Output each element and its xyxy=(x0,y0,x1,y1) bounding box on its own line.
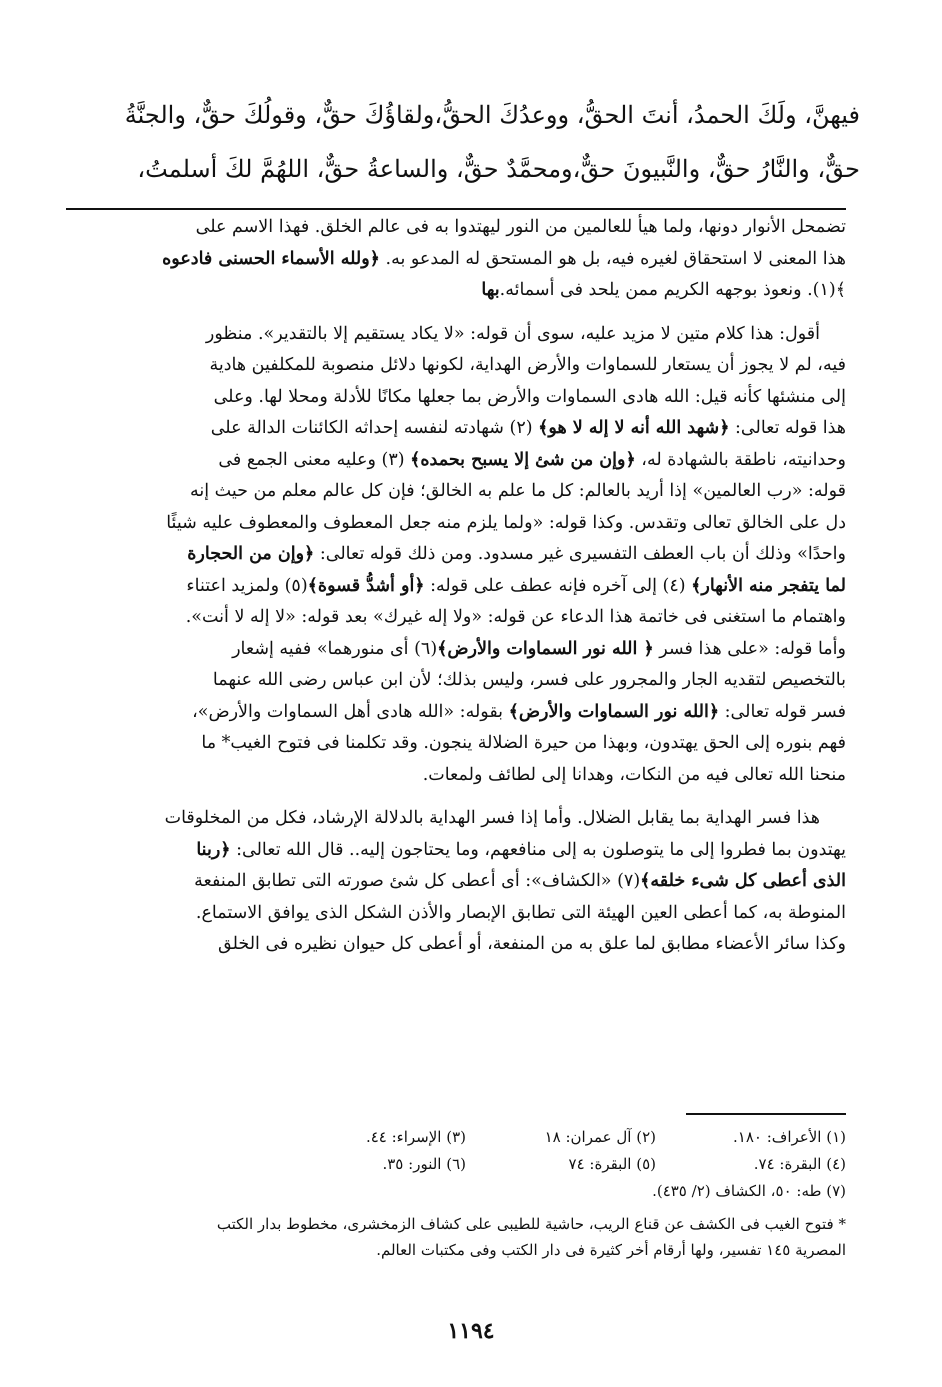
footnotes xyxy=(66,1124,846,1263)
text-line xyxy=(66,898,846,930)
page-number: ١١٩٤ xyxy=(447,1318,495,1344)
text-run: فيه، لم لا يجوز أن يستعار للسماوات والأرض الهداية، لكونها دلائل منصوبة للمكلفين هادية xyxy=(209,355,846,375)
text-line xyxy=(66,244,846,276)
text-run: يهتدون بما فطروا إلى ما يتوصلون به إلى منافعهم، وما يحتاجون إليه.. قال الله تعالى: xyxy=(230,839,846,860)
footnote-row xyxy=(66,1178,846,1205)
footnote-divider xyxy=(686,1113,846,1115)
text-run: وكذا سائر الأعضاء مطابق لما علق به من المنفعة، أو أعطى كل حيوان نظيره فى الخلق xyxy=(218,934,846,954)
text-run: بالتخصيص لتقديه الجار والمجرور على فسر، وليس بذلك؛ لأن ابن عباس رضى الله عنهما xyxy=(212,670,846,690)
text-line xyxy=(66,413,846,445)
footnote-reference: (١) الأعراف: ١٨٠. xyxy=(733,1128,846,1146)
text-line xyxy=(66,835,846,867)
footnote-reference: (٥) البقرة: ٧٤ xyxy=(568,1155,656,1173)
text-run: قوله: «رب العالمين» إذا أريد بالعالم: كل ما علم به الخالق؛ فإن كل عالم معلم من حيث إنه xyxy=(190,481,846,501)
hadith-text xyxy=(66,88,860,196)
quran-verse: ﴿ربنا xyxy=(196,839,231,860)
text-run: فهم بنوره إلى الحق يهتدون، وبهذا من حيرة الضلالة ينجون. وقد تكلمنا فى فتوح الغيب* ما xyxy=(201,733,846,753)
text-line xyxy=(66,728,846,760)
text-run: دل على الخالق تعالى وتقدس. وكذا قوله: «ولما يلزم منه جعل المعطوف والمعطوف عليه شيئًا xyxy=(166,512,846,533)
text-line xyxy=(66,602,846,634)
text-line xyxy=(66,350,846,382)
commentary-divider xyxy=(66,208,846,210)
text-run: وأما قوله: «على هذا فسر xyxy=(653,638,846,659)
text-run: فسر قوله تعالى: xyxy=(719,701,846,722)
quran-verse: الذى أعطى كل شىء خلقه﴾ xyxy=(640,871,846,891)
note-line: المصرية ١٤٥ تفسير، ولها أرقام أخر كثيرة فى دار الكتب وفى مكتبات العالم. xyxy=(376,1241,846,1259)
text-line xyxy=(66,212,846,244)
quran-verse: ﴿ الله نور السماوات والأرض﴾ xyxy=(437,638,654,659)
text-line xyxy=(66,634,846,666)
footnote-reference: (٢) آل عمران: ١٨ xyxy=(544,1128,656,1146)
paragraph xyxy=(66,319,846,792)
hadith-line: حقٌّ، والنَّارُ حقٌّ، والنَّبيونَ حقٌّ،ومحمَّدٌ حقٌّ، والساعةُ حقٌّ، اللهُمَّ لكَ أسلمتُ، xyxy=(137,155,860,183)
footnote-reference: (٦) النور: ٣٥. xyxy=(382,1155,466,1173)
text-line xyxy=(66,803,846,835)
text-run: هذا المعنى لا استحقاق لغيره فيه، بل هو المستحق له المدعو به. xyxy=(379,248,846,269)
text-run: (٦) أى منورهما» ففيه إشعار xyxy=(232,638,438,659)
paragraph xyxy=(66,803,846,961)
text-run: منحنا الله تعالى فيه من النكات، وهدانا إلى لطائف ولمعات. xyxy=(422,764,846,785)
text-run: هذا فسر الهداية بما يقابل الضلال. وأما إذا فسر الهداية بالدلالة الإرشاد، فكل من المخلوقات xyxy=(164,808,820,828)
text-line xyxy=(66,508,846,540)
text-run: وحدانيته، ناطقة بالشهادة له، xyxy=(635,449,846,470)
text-line xyxy=(66,275,846,307)
footnote-row xyxy=(66,1151,846,1178)
text-run: هذا قوله تعالى: xyxy=(729,418,846,438)
manuscript-note xyxy=(66,1211,846,1263)
text-run: بقوله: «الله هادى أهل السماوات والأرض»، xyxy=(192,701,509,722)
footnote-reference: (٧) طه: ٥٠، الكشاف (٢/ ٤٣٥). xyxy=(652,1182,846,1200)
text-line xyxy=(66,476,846,508)
paragraph xyxy=(66,212,846,307)
text-run: ﴾(١). ونعوذ بوجهه الكريم ممن يلحد فى أسمائه. xyxy=(499,280,846,300)
text-line xyxy=(66,929,846,961)
quran-verse: ﴿وإن من الحجارة xyxy=(187,544,315,564)
quran-verse: بها xyxy=(481,280,500,300)
footnote-references xyxy=(66,1124,846,1205)
text-run: تضمحل الأنوار دونها، ولما هيأ للعالمين من النور ليهتدوا به فى عالم الخلق. فهذا الاسم على xyxy=(195,217,846,237)
quran-verse: ﴿شهد الله أنه لا إله لا هو﴾ xyxy=(538,418,730,438)
text-line xyxy=(66,571,846,603)
text-run: (٧) «الكشاف»: أى أعطى كل شئ صورته التى تطابق المنفعة xyxy=(194,871,641,891)
text-line xyxy=(66,760,846,792)
text-run: أقول: هذا كلام متين لا مزيد عليه، سوى أن قوله: «لا يكاد يستقيم إلا بالتقدير». منظور xyxy=(205,323,820,344)
text-line xyxy=(66,866,846,898)
quran-verse: ﴿وإن من شئ إلا يسبح بحمده﴾ xyxy=(410,449,636,470)
text-run: (٥) ولمزيد اعتناء xyxy=(186,575,308,596)
footnote-reference: (٤) البقرة: ٧٤. xyxy=(753,1155,846,1173)
text-run: (٢) شهادته لنفسه إحداثه الكائنات الدالة على xyxy=(210,418,539,438)
quran-verse: لما يتفجر منه الأنهار﴾ xyxy=(691,575,846,596)
text-run: إلى منشئها كأنه قيل: الله هادى السماوات والأرض بما جعلها مكانًا للأدلة ومحلا لها. وعلى xyxy=(213,386,846,407)
quran-verse: ﴿الله نور السماوات والأرض﴾ xyxy=(508,701,720,722)
quran-verse: ﴿ولله الأسماء الحسنى فادعوه xyxy=(162,248,380,269)
text-run: واهتمام ما استغنى فى خاتمة هذا الدعاء عن قوله: «ولا إله غيرك» بعد قوله: «لا إله لا أنت». xyxy=(185,607,846,627)
text-run: (٤) إلى آخره فإنه عطف على قوله: xyxy=(424,575,692,596)
footnote-row xyxy=(66,1124,846,1151)
text-run: واحدًا» وذلك أن باب العطف التفسيرى غير مسدود. ومن ذلك قوله تعالى: xyxy=(314,544,846,564)
note-line: * فتوح الغيب فى الكشف عن قناع الريب، حاشية للطيبى على كشاف الزمخشرى، مخطوط بدار الكتب xyxy=(216,1215,846,1233)
quran-verse: ﴿أو أشدُّ قسوة﴾ xyxy=(307,575,425,596)
text-line xyxy=(66,382,846,414)
text-line xyxy=(66,445,846,477)
footnote-reference: (٣) الإسراء: ٤٤. xyxy=(365,1128,466,1146)
text-line xyxy=(66,665,846,697)
text-run: المنوطة به، كما أعطى العين الهيئة التى تطابق الإبصار والأذن الشكل الذى يوافق الاستماع. xyxy=(195,902,846,923)
text-line xyxy=(66,319,846,351)
text-line xyxy=(66,697,846,729)
commentary-body xyxy=(66,212,846,961)
text-run: (٣) وعليه معنى الجمع فى xyxy=(218,449,411,470)
hadith-line: فيهنَّ، ولَكَ الحمدُ، أنتَ الحقُّ، ووعدُكَ الحقُّ،ولقاؤُكَ حقٌّ، وقولُكَ حقٌّ، والجنَّةُ xyxy=(124,101,860,129)
text-line xyxy=(66,539,846,571)
